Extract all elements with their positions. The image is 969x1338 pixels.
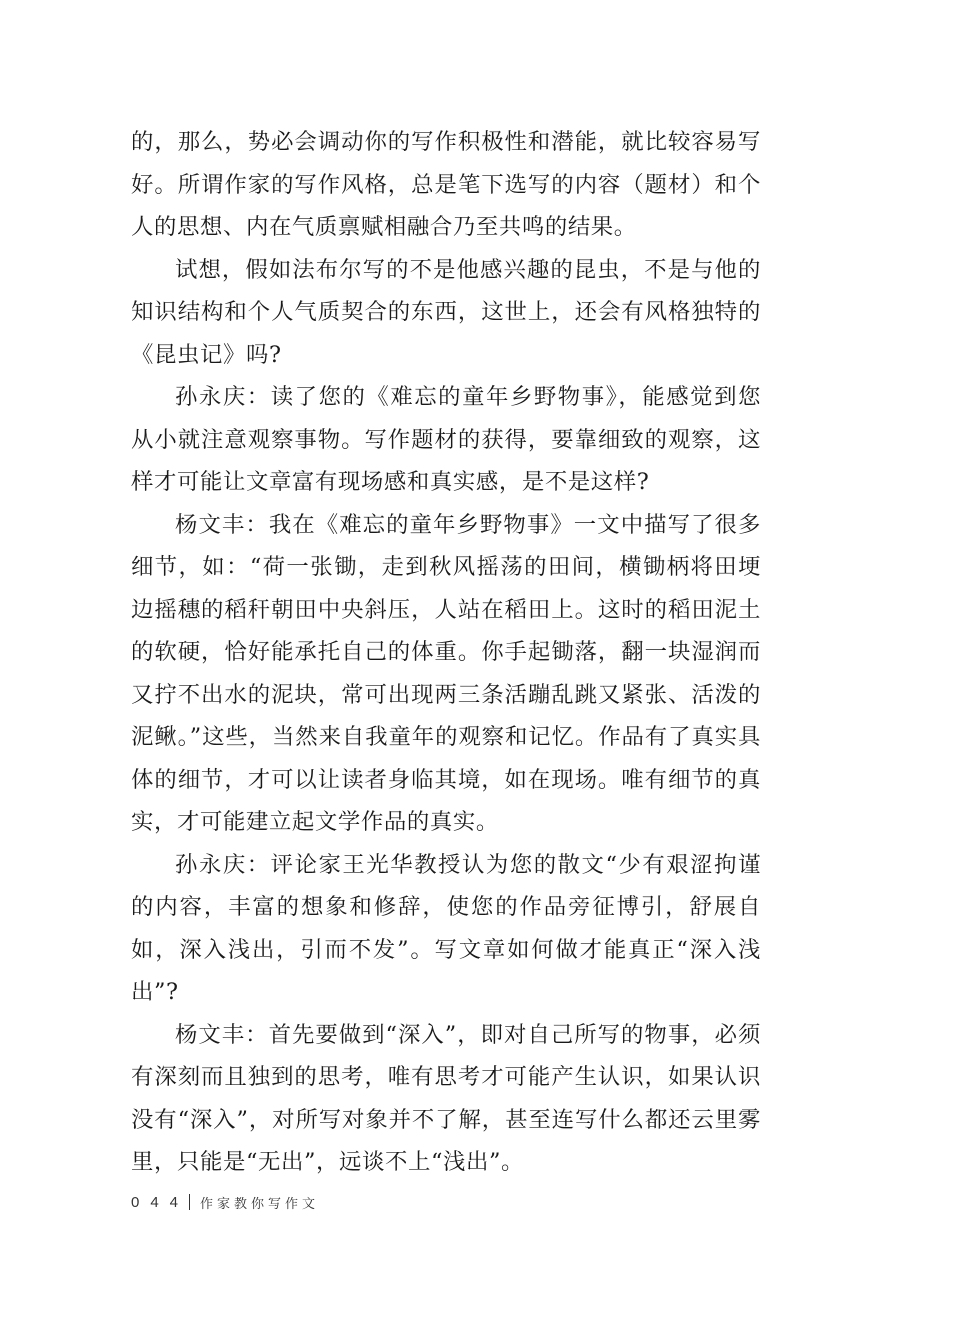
page-footer — [131, 1190, 319, 1214]
paragraph-6: 杨文丰：首先要做到“深入”，即对自己所写的物事，必须有深刻而且独到的思考，唯有思考才可能产生认识，如果认识没有“深入”，对所写对象并不了解，甚至连写什么都还云里雾里，只能是“无出”，远谈不上“浅出”。 — [131, 1021, 761, 1175]
paragraph-1: 的，那么，势必会调动你的写作积极性和潜能，就比较容易写好。所谓作家的写作风格，总是笔下选写的内容（题材）和个人的思想、内在气质禀赋相融合乃至共鸣的结果。 — [131, 129, 761, 240]
body-text — [131, 121, 761, 1184]
paragraph-5: 孙永庆：评论家王光华教授认为您的散文“少有艰涩拘谨的内容，丰富的想象和修辞，使您的作品旁征博引，舒展自如，深入浅出，引而不发”。写文章如何做才能真正“深入浅出”? — [131, 851, 761, 1005]
running-book-title: 作家教你写作文 — [200, 1196, 320, 1212]
paragraph-2: 试想，假如法布尔写的不是他感兴趣的昆虫，不是与他的知识结构和个人气质契合的东西，这世上，还会有风格独特的《昆虫记》吗? — [131, 256, 761, 368]
paragraph-3: 孙永庆：读了您的《难忘的童年乡野物事》，能感觉到您从小就注意观察事物。写作题材的获得，要靠细致的观察，这样才可能让文章富有现场感和真实感，是不是这样? — [131, 384, 761, 495]
footer-divider — [189, 1194, 190, 1210]
page-number: 044 — [131, 1193, 190, 1211]
paragraph-4: 杨文丰：我在《难忘的童年乡野物事》一文中描写了很多细节，如：“荷一张锄，走到秋风摇荡的田间，横锄柄将田埂边摇穗的稻秆朝田中央斜压，人站在稻田上。这时的稻田泥土的软硬，恰好能承托自己的体重。你手起锄落，翻一块湿润而又拧不出水的泥块，常可出现两三条活蹦乱跳又紧张、活泼的泥鳅。”这些，当然来自我童年的观察和记忆。作品有了真实具体的细节，才可以让读者身临其境，如在现场。唯有细节的真实，才可能建立起文学作品的真实。 — [131, 511, 761, 835]
